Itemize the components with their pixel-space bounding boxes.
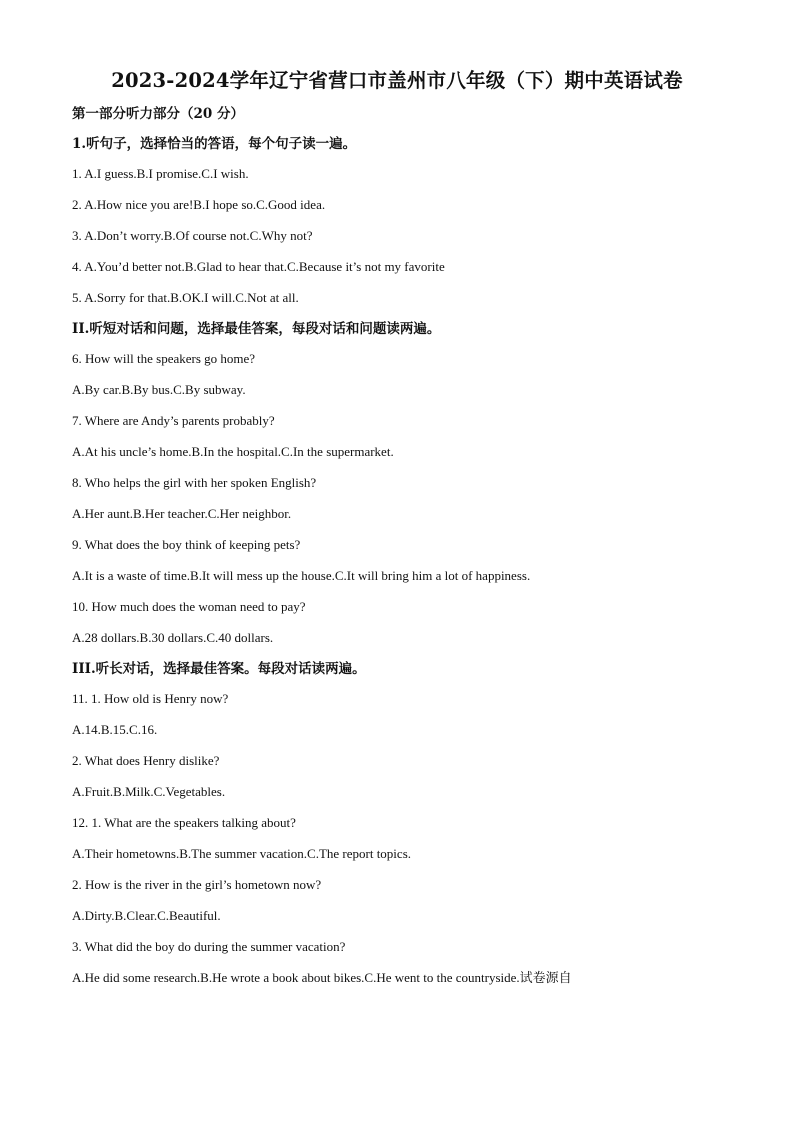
question-line: 2. How is the river in the girl’s hometown now?	[72, 877, 322, 892]
options-line: A.By car.B.By bus.C.By subway.	[72, 382, 246, 397]
section-2	[72, 319, 722, 648]
question-line: 12. 1. What are the speakers talking about?	[72, 815, 296, 830]
question-line: 10. How much does the woman need to pay?	[72, 599, 306, 614]
section-heading: 1.听句子，选择恰当的答语，每个句子读一遍。	[72, 136, 357, 152]
options-line: A.Her aunt.B.Her teacher.C.Her neighbor.	[72, 506, 292, 521]
section-heading: II.听短对话和问题，选择最佳答案，每段对话和问题读两遍。	[72, 321, 441, 337]
part-heading: 第一部分听力部分（20 分）	[72, 106, 244, 122]
options-line: A.Their hometowns.B.The summer vacation.C.The report topics.	[72, 846, 412, 861]
question-line: 1. A.I guess.B.I promise.C.I wish.	[72, 166, 249, 181]
question-line: 9. What does the boy think of keeping pets?	[72, 537, 301, 552]
question-line: 2. What does Henry dislike?	[72, 753, 220, 768]
options-line: A.At his uncle’s home.B.In the hospital.C.In the supermarket.	[72, 444, 394, 459]
options-line: A.14.B.15.C.16.	[72, 722, 158, 737]
section-heading: III.听长对话，选择最佳答案。每段对话读两遍。	[72, 661, 366, 677]
question-line: 11. 1. How old is Henry now?	[72, 691, 229, 706]
question-line: 8. Who helps the girl with her spoken English?	[72, 475, 317, 490]
options-line: A.Fruit.B.Milk.C.Vegetables.	[72, 784, 226, 799]
question-line: 4. A.You’d better not.B.Glad to hear that.C.Because it’s not my favorite	[72, 259, 445, 274]
question-line: 2. A.How nice you are!B.I hope so.C.Good idea.	[72, 197, 326, 212]
question-line: 3. What did the boy do during the summer vacation?	[72, 939, 346, 954]
options-line: A.It is a waste of time.B.It will mess up the house.C.It will bring him a lot of happiness.	[72, 568, 531, 583]
page-title: 2023-2024学年辽宁省营口市盖州市八年级（下）期中英语试卷	[111, 69, 683, 92]
section-3	[72, 659, 722, 988]
options-line: A.Dirty.B.Clear.C.Beautiful.	[72, 908, 221, 923]
options-line: A.28 dollars.B.30 dollars.C.40 dollars.	[72, 630, 274, 645]
question-line: 5. A.Sorry for that.B.OK.I will.C.Not at all.	[72, 290, 299, 305]
section-1	[72, 134, 722, 308]
question-line: 6. How will the speakers go home?	[72, 351, 256, 366]
question-line: 7. Where are Andy’s parents probably?	[72, 413, 275, 428]
question-line: 3. A.Don’t worry.B.Of course not.C.Why not?	[72, 228, 313, 243]
options-line: A.He did some research.B.He wrote a book about bikes.C.He went to the countryside.试卷源自	[72, 970, 572, 985]
